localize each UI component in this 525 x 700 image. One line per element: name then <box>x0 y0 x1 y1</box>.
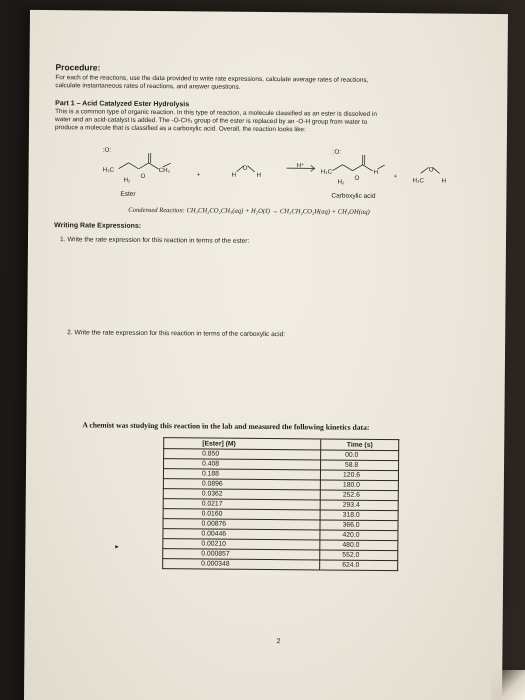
table-row <box>163 559 398 571</box>
ester-formula-fragment: H₃C <box>102 166 115 174</box>
time-value: 58.8 <box>344 461 359 469</box>
page-number: 2 <box>276 638 281 646</box>
photo-corner-glare <box>491 670 525 700</box>
kinetics-table <box>162 437 399 571</box>
time-cell <box>320 530 398 541</box>
condensed-reaction-label: Condensed Reaction: <box>128 206 185 215</box>
time-value: 318.0 <box>342 511 360 519</box>
ester-label: Ester <box>120 190 136 198</box>
time-value: 293.4 <box>342 501 360 509</box>
acid-formula-fragment: H₃C <box>320 168 333 176</box>
time-cell <box>320 560 398 571</box>
methanol-o: O <box>428 166 434 174</box>
time-value: 552.0 <box>342 551 360 559</box>
time-value: 420.0 <box>342 531 360 539</box>
water-h-right: H <box>256 171 262 179</box>
acid-carbonyl-o: :O: <box>332 148 342 156</box>
kinetics-intro: A chemist was studying this reaction in the lab and measured the following kinetics data: <box>82 420 370 432</box>
ester-concentration-cell: 0.0160 <box>163 509 320 520</box>
time-cell <box>320 550 398 561</box>
reaction-scheme-diagram <box>98 137 459 200</box>
ester-o: O <box>140 172 146 180</box>
ester-concentration-cell: 0.850 <box>164 449 321 460</box>
ester-concentration-cell: 0.00446 <box>163 529 320 540</box>
worksheet-page <box>24 10 508 700</box>
ester-concentration-cell: 0.000348 <box>163 559 320 570</box>
time-cell <box>320 520 398 531</box>
procedure-heading: Procedure: <box>55 62 101 73</box>
time-value: 180.0 <box>342 481 360 489</box>
water-o: O <box>242 164 248 172</box>
acid-h: H <box>373 168 379 176</box>
time-header: Time (s) <box>321 439 399 451</box>
ester-concentration-cell: 0.00876 <box>163 519 320 530</box>
ester-concentration-cell: 0.0217 <box>163 499 320 510</box>
plus-sign-1: + <box>196 171 201 179</box>
methanol-h3c: H₃C <box>412 177 425 185</box>
catalyst-label: H⁺ <box>296 162 305 170</box>
part1-heading: Part 1 – Acid Catalyzed Ester Hydrolysis <box>55 100 190 109</box>
procedure-line-1: For each of the reactions, use the data provided to write rate expressions, calculate average rates of reactions, <box>55 74 369 84</box>
carboxylic-acid-label: Carboxylic acid <box>331 192 376 200</box>
time-value: 624.0 <box>342 561 360 569</box>
ester-h2: H₂ <box>123 176 131 184</box>
ester-concentration-header: [Ester] (M) <box>164 438 321 450</box>
time-cell <box>320 480 398 491</box>
acid-h2: H₂ <box>337 178 345 186</box>
question-1: 1. Write the rate expression for this reaction in terms of the ester: <box>59 236 250 245</box>
time-cell <box>320 490 398 501</box>
kinetics-table-body <box>163 449 399 571</box>
acid-o: O <box>354 174 360 182</box>
part1-line-3: produce a molecule that is classified as a carboxylic acid. Overall, the reaction looks like: <box>54 124 306 134</box>
ester-concentration-cell: 0.000857 <box>163 549 320 560</box>
ester-concentration-cell: 0.00210 <box>163 539 320 550</box>
time-value: 252.6 <box>342 491 360 499</box>
methanol-h: H <box>441 177 447 185</box>
part1-line-1: This is a common type of organic reaction. In this type of reaction, a molecule classified as an ester is dissolved in <box>55 108 377 118</box>
time-value: 00.0 <box>345 451 359 459</box>
plus-sign-2: + <box>393 173 398 181</box>
time-cell <box>321 470 399 481</box>
time-value: 366.0 <box>342 521 360 529</box>
ester-carbonyl-o: :O: <box>102 146 112 154</box>
condensed-reaction-equation: CH₃CH₂CO₂CH₃(aq) + H₂O(ℓ) → CH₃CH₂CO₂H(aq) + CH₃OH(aq) <box>186 207 370 216</box>
time-cell <box>321 450 399 461</box>
rate-expressions-heading: Writing Rate Expressions: <box>54 222 142 230</box>
time-cell <box>321 460 399 471</box>
ester-concentration-cell: 0.0896 <box>163 479 320 490</box>
time-value: 480.0 <box>342 541 360 549</box>
condensed-reaction <box>128 207 370 216</box>
part1-line-2: water and an acid-catalyst is added. The -O-CH₃ group of the ester is replaced by an -O-H group from water to <box>55 116 368 126</box>
time-value: 120.6 <box>342 471 361 479</box>
time-cell <box>320 540 398 551</box>
time-cell <box>320 510 398 521</box>
margin-mark: ▸ <box>115 543 119 551</box>
ester-ch3: CH₃ <box>158 167 171 175</box>
question-2: 2. Write the rate expression for this reaction in terms of the carboxylic acid: <box>67 329 286 339</box>
time-cell <box>320 500 398 511</box>
ester-concentration-cell: 0.0362 <box>163 489 320 500</box>
ester-concentration-cell: 0.408 <box>164 459 321 470</box>
procedure-line-2: calculate instantaneous rates of reactions, and answer questions. <box>55 82 241 91</box>
ester-concentration-cell: 0.188 <box>163 469 320 480</box>
water-h-left: H <box>231 171 237 179</box>
